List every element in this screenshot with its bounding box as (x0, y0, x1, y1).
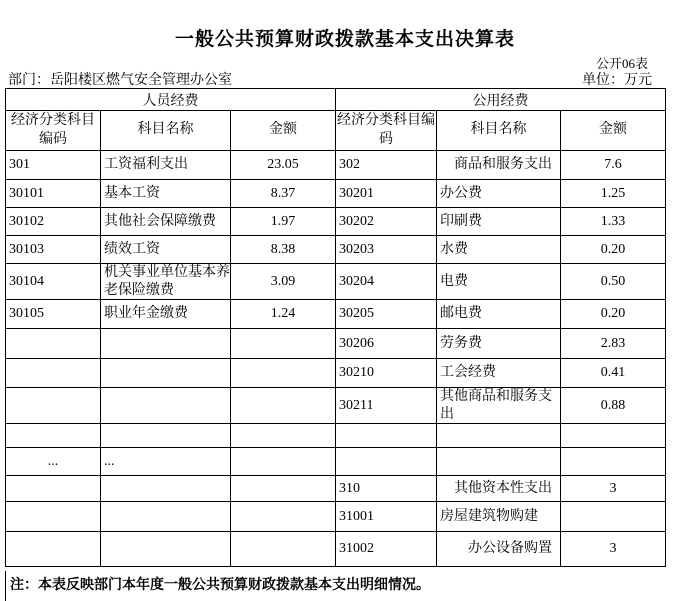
footnote: 注：本表反映部门本年度一般公共预算财政拨款基本支出明细情况。 (5, 571, 665, 601)
left-name-cell (101, 476, 231, 502)
right-amount-cell: 0.20 (561, 300, 666, 329)
right-code-cell: 30201 (336, 180, 437, 208)
right-amount-cell: 3 (561, 532, 666, 567)
table-row (6, 300, 666, 329)
left-amount-cell: 8.38 (231, 236, 336, 264)
table-row (6, 180, 666, 208)
right-name-cell: 印刷费 (437, 208, 561, 236)
table-row (6, 476, 666, 502)
left-code-cell (6, 532, 101, 567)
group-header-row (6, 89, 666, 111)
left-name-cell: ... (101, 448, 231, 476)
left-code-cell: 30105 (6, 300, 101, 329)
right-name-cell: 商品和服务支出 (437, 151, 561, 180)
right-name-cell: 办公费 (437, 180, 561, 208)
left-name-cell: 绩效工资 (101, 236, 231, 264)
right-amount-cell: 1.25 (561, 180, 666, 208)
right-amount-cell: 2.83 (561, 329, 666, 359)
right-name-cell: 其他商品和服务支出 (437, 388, 561, 424)
table-row (6, 424, 666, 448)
right-amount-cell: 0.88 (561, 388, 666, 424)
left-code-cell: 30102 (6, 208, 101, 236)
right-name-cell: 其他资本性支出 (437, 476, 561, 502)
left-amount-cell (231, 424, 336, 448)
right-amount-cell: 0.20 (561, 236, 666, 264)
left-amount-cell (231, 476, 336, 502)
right-code-cell: 31001 (336, 502, 437, 532)
budget-table (5, 88, 666, 567)
right-name-header: 科目名称 (437, 111, 561, 151)
left-name-cell (101, 329, 231, 359)
group-header-public: 公用经费 (336, 89, 666, 111)
left-name-cell: 机关事业单位基本养老保险缴费 (101, 264, 231, 300)
right-name-cell: 水费 (437, 236, 561, 264)
right-code-cell: 302 (336, 151, 437, 180)
right-name-cell: 工会经费 (437, 359, 561, 388)
right-code-cell: 30206 (336, 329, 437, 359)
table-row (6, 532, 666, 567)
left-code-cell: 30103 (6, 236, 101, 264)
left-amount-cell (231, 502, 336, 532)
left-amount-cell (231, 329, 336, 359)
left-name-cell (101, 424, 231, 448)
right-amount-cell: 0.50 (561, 264, 666, 300)
left-amount-cell: 1.97 (231, 208, 336, 236)
left-amount-cell: 8.37 (231, 180, 336, 208)
right-amount-cell (561, 424, 666, 448)
right-amount-cell: 1.33 (561, 208, 666, 236)
right-amount-cell: 7.6 (561, 151, 666, 180)
column-header-row (6, 111, 666, 151)
left-code-cell (6, 359, 101, 388)
left-name-cell (101, 359, 231, 388)
left-name-header: 科目名称 (101, 111, 231, 151)
right-code-cell: 310 (336, 476, 437, 502)
left-code-cell: 30104 (6, 264, 101, 300)
right-name-cell (437, 448, 561, 476)
right-code-cell: 30210 (336, 359, 437, 388)
page-title: 一般公共预算财政拨款基本支出决算表 (174, 29, 515, 50)
right-amount-header: 金额 (561, 111, 666, 151)
left-code-cell (6, 476, 101, 502)
left-code-cell: 30101 (6, 180, 101, 208)
group-header-personnel: 人员经费 (6, 89, 336, 111)
left-amount-cell: 1.24 (231, 300, 336, 329)
table-row (6, 448, 666, 476)
table-row (6, 329, 666, 359)
unit-label: 单位：万元 (582, 73, 652, 88)
left-code-header: 经济分类科目编码 (6, 111, 101, 151)
right-name-cell: 房屋建筑物购建 (437, 502, 561, 532)
right-amount-cell: 3 (561, 476, 666, 502)
left-code-cell (6, 329, 101, 359)
left-code-cell (6, 424, 101, 448)
left-amount-cell: 23.05 (231, 151, 336, 180)
left-name-cell (101, 388, 231, 424)
right-code-cell (336, 448, 437, 476)
table-row (6, 208, 666, 236)
left-amount-cell (231, 388, 336, 424)
left-code-cell: ... (6, 448, 101, 476)
right-name-cell: 劳务费 (437, 329, 561, 359)
left-code-cell: 301 (6, 151, 101, 180)
form-number-label: 公开06表 (595, 56, 648, 71)
right-amount-cell: 0.41 (561, 359, 666, 388)
right-name-cell: 办公设备购置 (437, 532, 561, 567)
table-row (6, 264, 666, 300)
left-name-cell: 基本工资 (101, 180, 231, 208)
left-name-cell: 职业年金缴费 (101, 300, 231, 329)
left-code-cell (6, 388, 101, 424)
right-name-cell: 电费 (437, 264, 561, 300)
department-label: 部门：岳阳楼区燃气安全管理办公室 (8, 73, 232, 88)
table-row (6, 388, 666, 424)
right-code-cell (336, 424, 437, 448)
table-row (6, 236, 666, 264)
right-code-header: 经济分类科目编码 (336, 111, 437, 151)
right-code-cell: 30203 (336, 236, 437, 264)
left-amount-cell (231, 532, 336, 567)
left-name-cell: 工资福利支出 (101, 151, 231, 180)
right-code-cell: 31002 (336, 532, 437, 567)
table-row (6, 502, 666, 532)
left-amount-cell: 3.09 (231, 264, 336, 300)
right-name-cell: 邮电费 (437, 300, 561, 329)
left-amount-cell (231, 448, 336, 476)
right-code-cell: 30202 (336, 208, 437, 236)
left-code-cell (6, 502, 101, 532)
right-code-cell: 30211 (336, 388, 437, 424)
left-name-cell: 其他社会保障缴费 (101, 208, 231, 236)
right-code-cell: 30205 (336, 300, 437, 329)
left-name-cell (101, 502, 231, 532)
left-amount-cell (231, 359, 336, 388)
table-row (6, 151, 666, 180)
right-code-cell: 30204 (336, 264, 437, 300)
left-amount-header: 金额 (231, 111, 336, 151)
left-name-cell (101, 532, 231, 567)
right-amount-cell (561, 502, 666, 532)
right-name-cell (437, 424, 561, 448)
right-amount-cell (561, 448, 666, 476)
table-row (6, 359, 666, 388)
